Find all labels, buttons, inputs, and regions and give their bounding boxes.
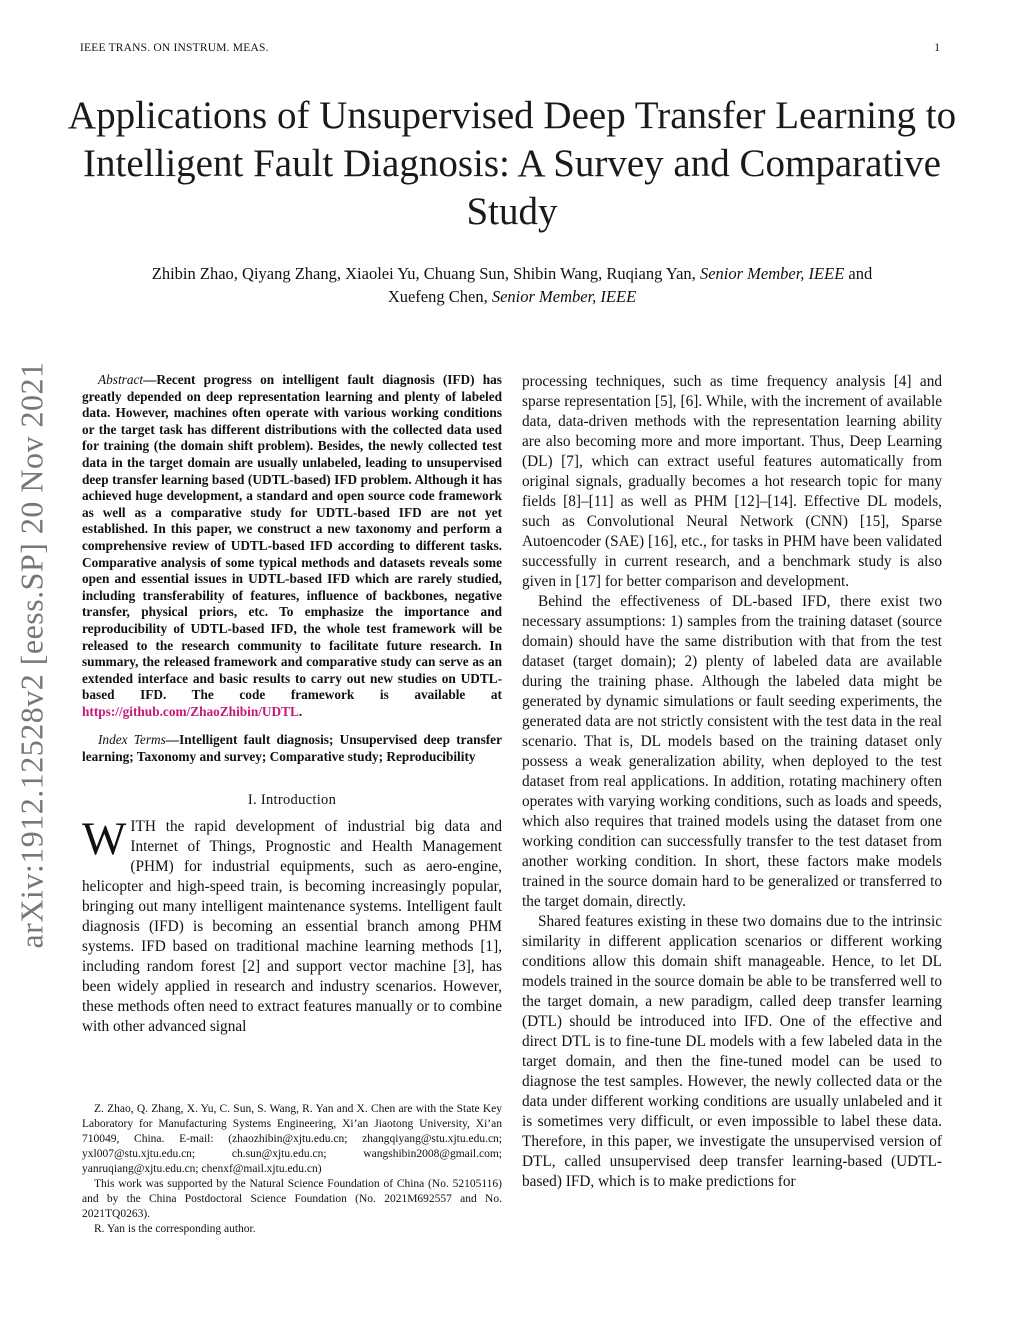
abstract-label: Abstract bbox=[98, 372, 144, 387]
paragraph-1: processing techniques, such as time frequency analysis [4] and sparse representation [5], [6]. While, with the increment of available data, data-driven methods with the representation learning ability are also becoming more and more important. Thus, Deep Learning (DL) [7], which can extract useful features automatically from original signals, gradually becomes a hot research topic for many fields [8]–[11] as well as PHM [12]–[14]. Effective DL models, such as Convolutional Neural Network (CNN) [15], Sparse Autoencoder (SAE) [16], etc., for tasks in PHM have been validated successfully in current research, and a benchmark study is also given in [17] for better comparison and development. bbox=[522, 373, 942, 590]
intro-paragraph bbox=[82, 812, 502, 1037]
footnote-funding: This work was supported by the Natural Science Foundation of China (No. 52105116) and by the China Postdoctoral Science Foundation (No. 2021M692557 and No. 2021TQ0263). bbox=[82, 1178, 502, 1220]
abstract-end: . bbox=[298, 703, 303, 719]
abstract-text: —Recent progress on intelligent fault diagnosis (IFD) has greatly depended on deep representation learning and plenty of labeled data. However, machines often operate with various working conditions or the target task has different distributions with the collected data used for training (the domain shift problem). Besides, the newly collected test data in the target domain are usually unlabeled, leading to unsupervised deep transfer learning based (UDTL-based) IFD problem. Although it has achieved huge development, a standard and open source code framework as well as a comparative study for UDTL-based IFD are not yet established. In this paper, we construct a new taxonomy and perform a comprehensive review of UDTL-based IFD according to different tasks. Comparative analysis of some typical methods and datasets reveals some open and essential issues in UDTL-based IFD which are rarely studied, including transferability of features, influence of backbones, negative transfer, physical priors, etc. To emphasize the importance and reproducibility of UDTL-based IFD, the whole test framework will be released to the research community to facilitate future research. In summary, the released framework and comparative study can serve as an extended interface and basic results to carry out new studies on UDTL-based IFD. The code framework is available at bbox=[82, 372, 502, 703]
running-header: IEEE TRANS. ON INSTRUM. MEAS. bbox=[80, 42, 269, 54]
left-column bbox=[82, 372, 502, 1037]
intro-text: ITH the rapid development of industrial big data and Internet of Things, Prognostic and Health Management (PHM) for industrial equipments, such as aero-engine, helicopter and high-speed train, is becoming increasingly popular, bringing out many intelligent maintenance systems. Intelligent fault diagnosis (IFD) is becoming an essential branch among PHM systems. IFD based on traditional machine learning methods [1], including random forest [2] and support vector machine [3], has been widely applied in research and industry scenarios. However, these methods often need to extract features manually or to combine with other advanced signal bbox=[82, 817, 502, 1035]
authors-and: and bbox=[848, 264, 873, 283]
abstract bbox=[82, 372, 502, 720]
paragraph-2: Behind the effectiveness of DL-based IFD, there exist two necessary assumptions: 1) samples from the training dataset (source domain) should have the same distribution with that from the test dataset (target domain); 2) plenty of labeled data are available during the training phase. Although the labeled data might be generated by dynamic simulations or fault seeding experiments, the generated data are not strictly consistent with the test data in the real scenario. That is, DL models based on the training dataset only possess a weak generalization ability, when deployed to the test dataset from real applications. In addition, rotating machinery often operates with varying working conditions, such as loads and speeds, which also requires that trained models using the dataset from one working condition can successfully transfer to the test dataset from another working condition. In short, these factors make models trained in the source domain hard to be generalized or transferred to the target domain, directly. bbox=[522, 593, 942, 910]
footnote-corresponding: R. Yan is the corresponding author. bbox=[94, 1223, 256, 1235]
footnote-affiliation: Z. Zhao, Q. Zhang, X. Yu, C. Sun, S. Wang, R. Yan and X. Chen are with the State Key Laboratory for Manufacturing Systems Engineering, Xi’an Jiaotong University, Xi’an 710049, China. E-mail: (zhaozhibin@xjtu.edu.cn; zhangqiyang@stu.xjtu.edu.cn; yxl007@stu.xjtu.edu.cn; ch.sun@xjtu.edu.cn; wangshibin2008@gmail.com; yanruqiang@xjtu.edu.cn; chenxf@mail.xjtu.edu.cn) bbox=[82, 1103, 502, 1175]
arxiv-identifier: arXiv:1912.12528v2 [eess.SP] 20 Nov 2021 bbox=[13, 361, 50, 949]
author-role1: Senior Member, IEEE bbox=[699, 264, 845, 283]
author-role2: Senior Member, IEEE bbox=[491, 287, 637, 306]
author-list bbox=[70, 262, 954, 308]
index-terms-text: —Intelligent fault diagnosis; Unsupervised deep transfer learning; Taxonomy and survey; Comparative study; Reproducibility bbox=[82, 732, 502, 765]
right-column bbox=[522, 372, 942, 1192]
arxiv-sidebar bbox=[12, 345, 52, 965]
code-link[interactable]: https://github.com/ZhaoZhibin/UDTL bbox=[82, 703, 299, 719]
authors-part1: Zhibin Zhao, Qiyang Zhang, Xiaolei Yu, Chuang Sun, Shibin Wang, Ruqiang Yan, bbox=[151, 264, 696, 283]
index-terms-label: Index Terms bbox=[98, 732, 166, 748]
paper-title: Applications of Unsupervised Deep Transfer Learning to Intelligent Fault Diagnosis: A Survey and Comparative Study bbox=[67, 94, 957, 233]
paragraph-3: Shared features existing in these two domains due to the intrinsic similarity in different application scenarios or different working conditions allow this domain shift manageable. Hence, to let DL models trained in the source domain be able to be transferred well to the target domain, a new paradigm, called deep transfer learning (DTL) should be introduced into IFD. One of the effective and direct DTL is to fine-tune DL models with a few labeled data in the target domain, and then the fine-tuned model can be used to diagnose the test samples. However, the newly collected data or the data under different working conditions are usually unlabeled and it is sometimes very difficult, or even impossible to label these data. Therefore, in this paper, we investigate the unsupervised version of DTL, called unsupervised deep transfer learning-based (UDTL-based) IFD, which is to make predictions for bbox=[522, 913, 942, 1190]
section-heading-introduction: I. Introduction bbox=[247, 791, 337, 808]
page-number: 1 bbox=[934, 42, 940, 54]
footnotes bbox=[82, 1102, 502, 1237]
index-terms bbox=[82, 732, 502, 765]
drop-cap: W bbox=[82, 812, 127, 865]
authors-part2: Xuefeng Chen, bbox=[387, 287, 488, 306]
